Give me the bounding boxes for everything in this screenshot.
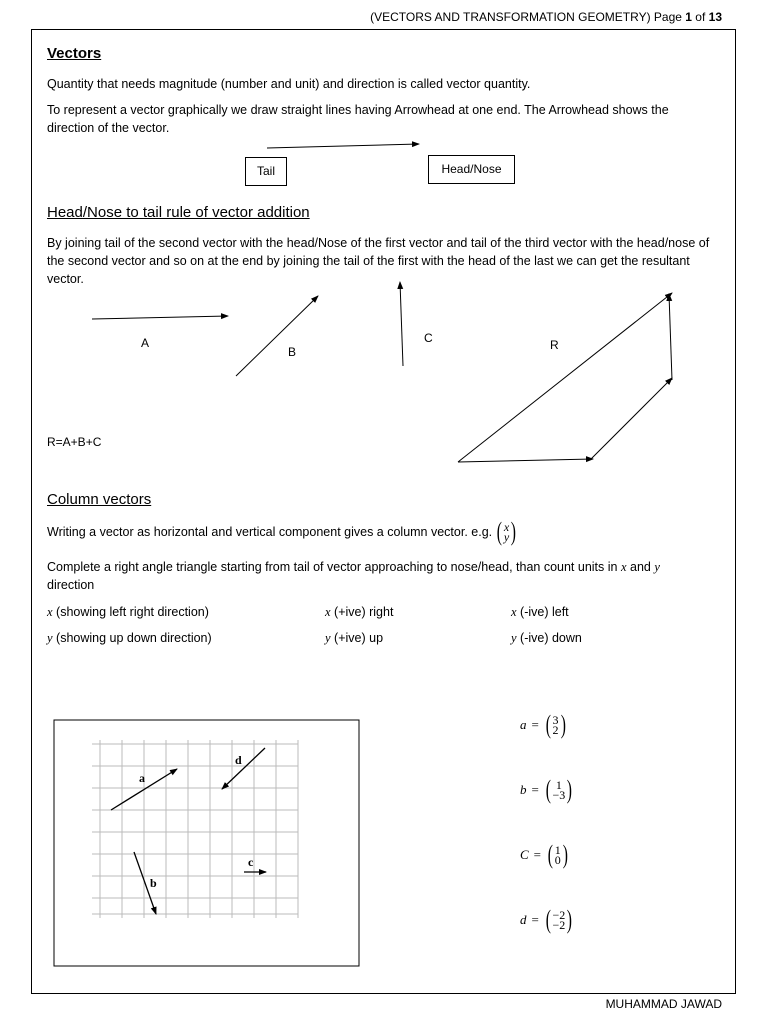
label-b: B bbox=[288, 345, 297, 359]
equation-d: d = ( −2 −2 ) bbox=[520, 905, 573, 934]
grid-label-a: a bbox=[139, 771, 145, 785]
p2-and: and bbox=[626, 560, 655, 574]
label-a: A bbox=[141, 336, 150, 350]
p2-y: y bbox=[654, 560, 660, 574]
vectors-paragraph-2: To represent a vector graphically we draw straight lines having Arrowhead at one end. The Arrowhead shows the direction of the vector. bbox=[47, 103, 669, 135]
vector-b-arrow bbox=[236, 296, 318, 376]
equation-d-top: −2 bbox=[552, 908, 566, 922]
row-x-neg-text: (-ive) left bbox=[516, 605, 569, 619]
equation-a-name: a bbox=[520, 717, 527, 732]
triangle-vector-b bbox=[590, 378, 672, 460]
addition-heading: Head/Nose to tail rule of vector addition bbox=[47, 204, 310, 221]
page-footer: MUHAMMAD JAWAD bbox=[605, 997, 722, 1011]
row-y-pos bbox=[325, 629, 383, 647]
equation-a-bottom: 2 bbox=[552, 723, 559, 737]
row-y-pos-var: y bbox=[325, 631, 331, 645]
resultant-vector-r bbox=[458, 293, 672, 462]
row-x-pos-var: x bbox=[325, 605, 331, 619]
example-vector-arrow bbox=[267, 144, 419, 148]
row-x-pos-text: (+ive) right bbox=[330, 605, 394, 619]
p2-text-a: Complete a right angle triangle starting from tail of vector approaching to nose/head, than count units in bbox=[47, 560, 621, 574]
equation-b-top: 1 bbox=[555, 778, 562, 792]
equation-c-bottom: 0 bbox=[554, 853, 561, 867]
equation-d-bottom: −2 bbox=[552, 918, 566, 932]
p2-x: x bbox=[620, 560, 627, 574]
equation-b: b = ( 1 −3 ) bbox=[520, 775, 573, 804]
vectors-heading: Vectors bbox=[47, 45, 102, 62]
header-of: of bbox=[691, 10, 709, 24]
column-paragraph-1 bbox=[47, 519, 518, 545]
row-y-neg-text: (-ive) down bbox=[516, 631, 582, 645]
row-x-desc bbox=[47, 603, 209, 621]
row-y-neg bbox=[511, 629, 582, 647]
row-y-desc bbox=[47, 629, 212, 647]
triangle-vector-a bbox=[458, 459, 593, 462]
row-x-neg-var: x bbox=[511, 605, 517, 619]
header-text: (VECTORS AND TRANSFORMATION GEOMETRY) Page bbox=[370, 10, 686, 24]
tail-label-box: Tail bbox=[245, 157, 287, 186]
row-x-pos bbox=[325, 603, 393, 621]
grid-label-b: b bbox=[150, 876, 157, 890]
grid-label-c: c bbox=[248, 855, 254, 869]
equation-c-top: 1 bbox=[554, 843, 561, 857]
equation-b-bottom: −3 bbox=[552, 788, 566, 802]
vector-a-arrow bbox=[92, 316, 228, 319]
row-y-var: y bbox=[47, 631, 53, 645]
column-paragraph-2 bbox=[47, 558, 719, 594]
row-y-pos-text: (+ive) up bbox=[330, 631, 384, 645]
row-x-desc-text: (showing left right direction) bbox=[52, 605, 209, 619]
label-r: R bbox=[550, 338, 559, 352]
head-label-box: Head/Nose bbox=[428, 155, 515, 184]
header-page-number: 1 bbox=[685, 10, 692, 24]
example-column-vector: ( x y ) bbox=[496, 517, 517, 546]
equation-c-name: C bbox=[520, 847, 529, 862]
row-x-neg bbox=[511, 603, 569, 621]
row-x-var: x bbox=[47, 605, 53, 619]
row-y-desc-text: (showing up down direction) bbox=[52, 631, 212, 645]
triangle-vector-c bbox=[669, 294, 672, 380]
equation-a: a = ( 3 2 ) bbox=[520, 710, 566, 739]
equation-a-top: 3 bbox=[552, 713, 559, 727]
vector-c-arrow bbox=[400, 282, 403, 366]
header-total-pages: 13 bbox=[708, 10, 722, 24]
column-paragraph-1-text: Writing a vector as horizontal and vertical component gives a column vector. e.g. bbox=[47, 525, 493, 539]
vectors-paragraph-1: Quantity that needs magnitude (number and unit) and direction is called vector quantity. bbox=[47, 77, 531, 91]
example-x: x bbox=[503, 520, 510, 534]
example-y: y bbox=[503, 530, 510, 544]
row-y-neg-var: y bbox=[511, 631, 517, 645]
addition-equation: R=A+B+C bbox=[47, 435, 102, 449]
equation-d-name: d bbox=[520, 912, 527, 927]
column-vectors-heading: Column vectors bbox=[47, 491, 152, 508]
p2-text-b: direction bbox=[47, 578, 95, 592]
equation-b-name: b bbox=[520, 782, 527, 797]
label-c: C bbox=[424, 331, 433, 345]
addition-paragraph: By joining tail of the second vector with the head/Nose of the first vector and tail of the third vector with the head/nose of the second vector and so on at the end by joining the tail of the first with the head of the last we can get the resultant vector. bbox=[47, 236, 710, 286]
grid-label-d: d bbox=[235, 753, 242, 767]
equation-c: C = ( 1 0 ) bbox=[520, 840, 568, 869]
